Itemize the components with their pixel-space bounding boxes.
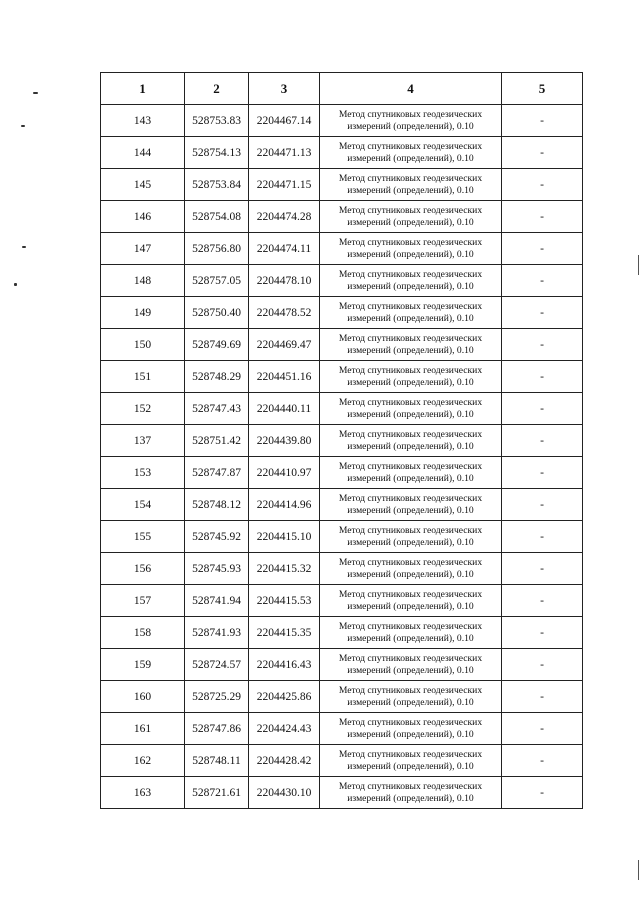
- coordinate-x: 528741.94: [185, 585, 249, 617]
- method-line-2: измерений (определений), 0.10: [347, 472, 474, 484]
- method-line-2: измерений (определений), 0.10: [347, 152, 474, 164]
- method-line-2: измерений (определений), 0.10: [347, 728, 474, 740]
- table-row: [101, 361, 583, 393]
- column-5-value: -: [502, 105, 583, 137]
- coordinate-y: 2204425.86: [249, 681, 320, 713]
- coordinate-x: 528721.61: [185, 777, 249, 809]
- column-5-value: -: [502, 713, 583, 745]
- point-number: 147: [101, 233, 185, 265]
- point-number: 162: [101, 745, 185, 777]
- method-cell: [320, 137, 502, 169]
- point-number: 161: [101, 713, 185, 745]
- column-5-value: -: [502, 521, 583, 553]
- coordinate-x: 528753.83: [185, 105, 249, 137]
- method-line-1: Метод спутниковых геодезических: [338, 749, 483, 760]
- point-number: 157: [101, 585, 185, 617]
- table-row: [101, 137, 583, 169]
- coordinate-x: 528753.84: [185, 169, 249, 201]
- coordinate-y: 2204467.14: [249, 105, 320, 137]
- method-cell: [320, 329, 502, 361]
- point-number: 154: [101, 489, 185, 521]
- method-line-2: измерений (определений), 0.10: [347, 408, 474, 420]
- method-line-1: Метод спутниковых геодезических: [338, 269, 483, 280]
- point-number: 144: [101, 137, 185, 169]
- method-line-2: измерений (определений), 0.10: [347, 312, 474, 324]
- column-5-value: -: [502, 329, 583, 361]
- column-5-value: -: [502, 585, 583, 617]
- column-5-value: -: [502, 489, 583, 521]
- table-row: [101, 329, 583, 361]
- column-5-value: -: [502, 745, 583, 777]
- method-line-2: измерений (определений), 0.10: [347, 184, 474, 196]
- page-edge: [638, 255, 639, 275]
- method-line-1: Метод спутниковых геодезических: [338, 557, 483, 568]
- column-5-value: -: [502, 297, 583, 329]
- point-number: 137: [101, 425, 185, 457]
- method-cell: [320, 265, 502, 297]
- method-cell: [320, 169, 502, 201]
- coordinate-y: 2204478.10: [249, 265, 320, 297]
- coordinate-y: 2204474.11: [249, 233, 320, 265]
- table-row: [101, 713, 583, 745]
- point-number: 160: [101, 681, 185, 713]
- method-line-1: Метод спутниковых геодезических: [338, 365, 483, 376]
- method-line-2: измерений (определений), 0.10: [347, 760, 474, 772]
- method-cell: [320, 393, 502, 425]
- coordinate-y: 2204440.11: [249, 393, 320, 425]
- table-row: [101, 777, 583, 809]
- method-line-1: Метод спутниковых геодезических: [338, 461, 483, 472]
- table-header-row: [101, 73, 583, 105]
- coordinates-table: [100, 72, 583, 809]
- coordinate-x: 528724.57: [185, 649, 249, 681]
- method-cell: [320, 361, 502, 393]
- coordinate-x: 528725.29: [185, 681, 249, 713]
- scan-mark: [22, 246, 26, 248]
- point-number: 151: [101, 361, 185, 393]
- column-5-value: -: [502, 201, 583, 233]
- method-line-2: измерений (определений), 0.10: [347, 344, 474, 356]
- scan-mark: [14, 283, 17, 286]
- coordinate-y: 2204424.43: [249, 713, 320, 745]
- point-number: 148: [101, 265, 185, 297]
- column-5-value: -: [502, 457, 583, 489]
- coordinate-x: 528751.42: [185, 425, 249, 457]
- coordinate-y: 2204471.13: [249, 137, 320, 169]
- scan-mark: [33, 92, 38, 94]
- table-row: [101, 521, 583, 553]
- table-row: [101, 553, 583, 585]
- method-line-1: Метод спутниковых геодезических: [338, 333, 483, 344]
- method-cell: [320, 617, 502, 649]
- method-line-2: измерений (определений), 0.10: [347, 504, 474, 516]
- method-line-1: Метод спутниковых геодезических: [338, 685, 483, 696]
- column-5-value: -: [502, 777, 583, 809]
- method-cell: [320, 713, 502, 745]
- method-line-1: Метод спутниковых геодезических: [338, 717, 483, 728]
- coordinate-x: 528747.87: [185, 457, 249, 489]
- table-row: [101, 393, 583, 425]
- column-header: 5: [502, 73, 583, 105]
- coordinate-y: 2204428.42: [249, 745, 320, 777]
- point-number: 158: [101, 617, 185, 649]
- column-5-value: -: [502, 137, 583, 169]
- point-number: 152: [101, 393, 185, 425]
- coordinate-x: 528754.08: [185, 201, 249, 233]
- coordinate-y: 2204474.28: [249, 201, 320, 233]
- point-number: 156: [101, 553, 185, 585]
- table-row: [101, 425, 583, 457]
- method-cell: [320, 681, 502, 713]
- method-line-1: Метод спутниковых геодезических: [338, 397, 483, 408]
- method-cell: [320, 425, 502, 457]
- point-number: 155: [101, 521, 185, 553]
- method-line-2: измерений (определений), 0.10: [347, 120, 474, 132]
- column-5-value: -: [502, 425, 583, 457]
- coordinate-x: 528745.92: [185, 521, 249, 553]
- method-line-1: Метод спутниковых геодезических: [338, 301, 483, 312]
- method-cell: [320, 201, 502, 233]
- column-5-value: -: [502, 617, 583, 649]
- method-line-2: измерений (определений), 0.10: [347, 568, 474, 580]
- coordinate-x: 528756.80: [185, 233, 249, 265]
- table-row: [101, 265, 583, 297]
- method-cell: [320, 745, 502, 777]
- column-header: 2: [185, 73, 249, 105]
- method-line-1: Метод спутниковых геодезических: [338, 781, 483, 792]
- column-5-value: -: [502, 553, 583, 585]
- method-line-1: Метод спутниковых геодезических: [338, 173, 483, 184]
- coordinate-y: 2204415.35: [249, 617, 320, 649]
- method-line-2: измерений (определений), 0.10: [347, 216, 474, 228]
- point-number: 143: [101, 105, 185, 137]
- table-row: [101, 201, 583, 233]
- coordinate-x: 528750.40: [185, 297, 249, 329]
- method-line-1: Метод спутниковых геодезических: [338, 109, 483, 120]
- table-row: [101, 489, 583, 521]
- table-row: [101, 233, 583, 265]
- method-line-1: Метод спутниковых геодезических: [338, 429, 483, 440]
- coordinate-x: 528748.29: [185, 361, 249, 393]
- coordinate-x: 528757.05: [185, 265, 249, 297]
- coordinate-y: 2204451.16: [249, 361, 320, 393]
- column-5-value: -: [502, 681, 583, 713]
- method-line-2: измерений (определений), 0.10: [347, 632, 474, 644]
- method-line-1: Метод спутниковых геодезических: [338, 493, 483, 504]
- column-5-value: -: [502, 265, 583, 297]
- point-number: 153: [101, 457, 185, 489]
- column-5-value: -: [502, 393, 583, 425]
- method-cell: [320, 233, 502, 265]
- method-line-2: измерений (определений), 0.10: [347, 536, 474, 548]
- column-5-value: -: [502, 169, 583, 201]
- table-row: [101, 169, 583, 201]
- coordinate-y: 2204471.15: [249, 169, 320, 201]
- method-line-2: измерений (определений), 0.10: [347, 664, 474, 676]
- column-header: 1: [101, 73, 185, 105]
- scan-mark: [21, 125, 25, 127]
- coordinate-y: 2204439.80: [249, 425, 320, 457]
- coordinate-y: 2204416.43: [249, 649, 320, 681]
- point-number: 145: [101, 169, 185, 201]
- method-line-2: измерений (определений), 0.10: [347, 600, 474, 612]
- method-line-2: измерений (определений), 0.10: [347, 280, 474, 292]
- coordinate-x: 528748.12: [185, 489, 249, 521]
- table-row: [101, 617, 583, 649]
- coordinate-y: 2204469.47: [249, 329, 320, 361]
- column-header: 3: [249, 73, 320, 105]
- method-line-1: Метод спутниковых геодезических: [338, 589, 483, 600]
- method-cell: [320, 489, 502, 521]
- column-5-value: -: [502, 649, 583, 681]
- coordinate-x: 528749.69: [185, 329, 249, 361]
- point-number: 150: [101, 329, 185, 361]
- point-number: 149: [101, 297, 185, 329]
- method-line-1: Метод спутниковых геодезических: [338, 653, 483, 664]
- method-cell: [320, 457, 502, 489]
- method-cell: [320, 777, 502, 809]
- method-cell: [320, 585, 502, 617]
- coordinate-y: 2204430.10: [249, 777, 320, 809]
- method-line-2: измерений (определений), 0.10: [347, 440, 474, 452]
- method-cell: [320, 649, 502, 681]
- table-row: [101, 585, 583, 617]
- method-line-2: измерений (определений), 0.10: [347, 696, 474, 708]
- table-row: [101, 745, 583, 777]
- coordinate-y: 2204414.96: [249, 489, 320, 521]
- coordinate-x: 528741.93: [185, 617, 249, 649]
- point-number: 146: [101, 201, 185, 233]
- table-row: [101, 681, 583, 713]
- coordinate-y: 2204415.32: [249, 553, 320, 585]
- point-number: 159: [101, 649, 185, 681]
- method-line-2: измерений (определений), 0.10: [347, 248, 474, 260]
- coordinate-y: 2204478.52: [249, 297, 320, 329]
- column-5-value: -: [502, 233, 583, 265]
- column-5-value: -: [502, 361, 583, 393]
- column-header: 4: [320, 73, 502, 105]
- coordinate-y: 2204410.97: [249, 457, 320, 489]
- method-cell: [320, 521, 502, 553]
- point-number: 163: [101, 777, 185, 809]
- method-line-1: Метод спутниковых геодезических: [338, 237, 483, 248]
- page-edge: [638, 860, 639, 880]
- table-row: [101, 105, 583, 137]
- table-row: [101, 649, 583, 681]
- method-line-1: Метод спутниковых геодезических: [338, 141, 483, 152]
- method-line-1: Метод спутниковых геодезических: [338, 205, 483, 216]
- method-line-2: измерений (определений), 0.10: [347, 792, 474, 804]
- method-cell: [320, 553, 502, 585]
- coordinate-x: 528748.11: [185, 745, 249, 777]
- method-line-1: Метод спутниковых геодезических: [338, 525, 483, 536]
- method-line-2: измерений (определений), 0.10: [347, 376, 474, 388]
- coordinate-x: 528747.86: [185, 713, 249, 745]
- table-row: [101, 457, 583, 489]
- coordinate-x: 528747.43: [185, 393, 249, 425]
- coordinate-x: 528754.13: [185, 137, 249, 169]
- method-cell: [320, 297, 502, 329]
- table-row: [101, 297, 583, 329]
- coordinate-y: 2204415.53: [249, 585, 320, 617]
- coordinate-x: 528745.93: [185, 553, 249, 585]
- coordinate-y: 2204415.10: [249, 521, 320, 553]
- method-cell: [320, 105, 502, 137]
- method-line-1: Метод спутниковых геодезических: [338, 621, 483, 632]
